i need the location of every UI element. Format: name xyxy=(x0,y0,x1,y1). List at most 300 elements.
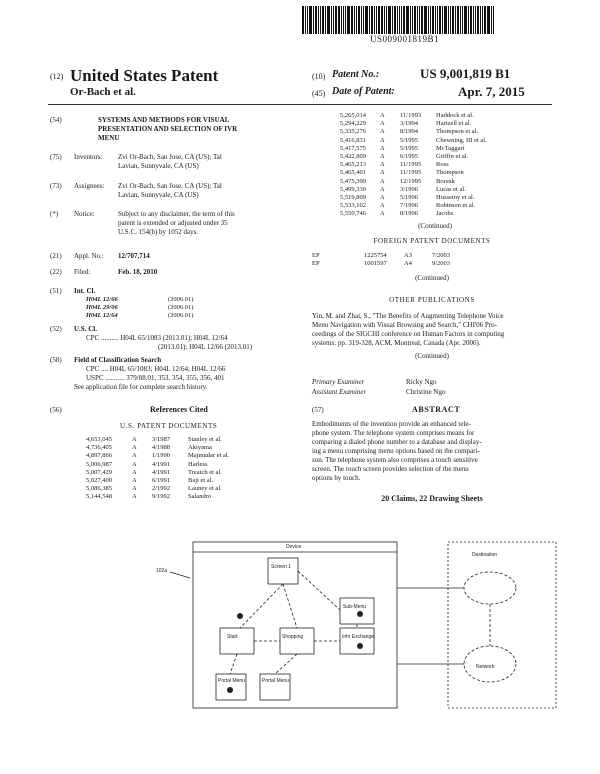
us-doc-no: 5,499,330 xyxy=(340,185,366,193)
intcl-row xyxy=(86,296,193,304)
barcode-bar xyxy=(428,6,429,34)
us-doc-name: Baji et al. xyxy=(188,477,214,485)
us-doc-no: 5,006,987 xyxy=(86,460,112,468)
barcode-bar xyxy=(313,6,314,34)
left-ref-label: 102a xyxy=(156,568,168,574)
notice-line: patent is extended or adjusted under 35 xyxy=(118,219,228,227)
us-doc-row xyxy=(86,493,258,501)
barcode-bar xyxy=(406,6,409,34)
barcode-bar xyxy=(394,6,396,34)
barcode-bar xyxy=(325,6,326,34)
barcode-bar xyxy=(369,6,370,34)
abstract-line: phone system. The telephone system comprises means for xyxy=(312,429,475,437)
inventors-code: (75) xyxy=(50,153,62,161)
continued-label: (Continued) xyxy=(418,222,452,230)
cloud-top xyxy=(464,572,516,604)
barcode-bar xyxy=(430,6,431,34)
us-doc-date: 11/1995 xyxy=(400,169,422,177)
us-doc-no: 5,007,429 xyxy=(86,468,112,476)
other-pubs-line: Yin, M. and Zhai, S., "The Benefits of Augmenting Telephone Voice xyxy=(312,312,504,320)
barcode-bar xyxy=(437,6,438,34)
box-label-mid-right: Info Exchange xyxy=(342,634,374,640)
barcode-bar xyxy=(333,6,334,34)
intcl-date: (2006.01) xyxy=(168,312,194,320)
barcode-bar xyxy=(386,6,387,34)
us-doc-name: Harless xyxy=(188,460,208,468)
patent-no: US 9,001,819 B1 xyxy=(420,66,511,81)
us-doc-name: McTaggart xyxy=(436,144,465,152)
submenu-box xyxy=(340,598,374,624)
us-doc-no: 5,533,102 xyxy=(340,202,366,210)
barcode-bar xyxy=(309,6,312,34)
us-doc-no: 5,265,014 xyxy=(340,112,366,119)
assignee-line: Zvi Or-Bach, San Jose, CA (US); Tal xyxy=(118,182,222,190)
barcode-bar xyxy=(460,6,461,34)
us-doc-kind: A xyxy=(380,210,385,218)
us-doc-row xyxy=(340,145,526,153)
us-doc-kind: A xyxy=(380,120,385,128)
us-doc-date: 6/1995 xyxy=(400,153,419,161)
intcl-label: Int. Cl. xyxy=(74,287,96,295)
us-doc-no: 5,086,385 xyxy=(86,485,112,493)
barcode-bar xyxy=(417,6,418,34)
barcode-bar xyxy=(435,6,436,34)
intcl-class: H04L 12/64 xyxy=(86,312,118,320)
abstract-code: (57) xyxy=(312,406,324,414)
us-doc-no: 5,465,213 xyxy=(340,161,366,169)
barcode-bar xyxy=(399,6,400,34)
other-pubs-line: Menu Navigation with Visual Browsing and Search," CHI'06 Pro- xyxy=(312,321,497,329)
barcode-bar xyxy=(347,6,350,34)
us-doc-row xyxy=(86,436,258,444)
appl-label: Appl. No.: xyxy=(74,252,104,260)
field-line: USPC ........... 379/88.01, 353, 354, 355, 356, 401 xyxy=(86,374,225,382)
notice-code: (*) xyxy=(50,210,59,218)
barcode-bar xyxy=(421,6,423,34)
barcode-bar xyxy=(475,6,476,34)
barcode-bar xyxy=(305,6,306,34)
us-doc-no: 5,335,276 xyxy=(340,128,366,136)
field-code: (58) xyxy=(50,356,62,364)
barcode-bar xyxy=(455,6,456,34)
us-doc-name: Griffin et al. xyxy=(436,153,469,161)
assignee-line: Lavian, Sunnyvale, CA (US) xyxy=(118,191,199,199)
us-doc-date: 7/1996 xyxy=(400,202,419,210)
us-doc-row xyxy=(340,178,526,186)
patent-no-code: (10) xyxy=(312,72,326,81)
barcode-bar xyxy=(452,6,454,34)
barcode-bar xyxy=(388,6,391,34)
us-doc-date: 12/1995 xyxy=(400,177,422,185)
us-docs-label: U.S. PATENT DOCUMENTS xyxy=(120,422,218,430)
us-doc-date: 9/1992 xyxy=(152,493,171,501)
abstract-line: ing a menu comprising menu options based on the compari- xyxy=(312,447,480,455)
primary-examiner-name: Ricky Ngo xyxy=(406,378,437,386)
other-pubs-line: ceedings of the SIGCHI conference on Human Factors in computing xyxy=(312,330,505,338)
us-doc-date: 1/1990 xyxy=(152,452,171,460)
barcode-bar xyxy=(484,6,486,34)
other-pubs-line: systems: pp. 319-328, ACM, Montreal, Canada (Apr. 2006). xyxy=(312,339,481,347)
us-doc-row xyxy=(340,186,526,194)
invention-title-line: MENU xyxy=(98,134,120,142)
other-pubs-label: OTHER PUBLICATIONS xyxy=(389,296,475,304)
more-us-docs-table xyxy=(340,112,526,219)
us-doc-row xyxy=(86,485,258,493)
field-line: CPC .... H04L 65/1083; H04L 12/64; H04L 12/66 xyxy=(86,365,226,373)
us-doc-date: 5/1995 xyxy=(400,136,419,144)
us-doc-kind: A xyxy=(380,194,385,202)
us-doc-row xyxy=(340,194,526,202)
barcode-bar xyxy=(307,6,308,34)
us-docs-table xyxy=(86,436,258,502)
intcl-row xyxy=(86,312,193,320)
primary-examiner-label: Primary Examiner xyxy=(312,378,365,386)
barcode-bar xyxy=(448,6,449,34)
barcode-bar xyxy=(450,6,451,34)
barcode-bar xyxy=(356,6,357,34)
barcode xyxy=(302,6,522,34)
us-doc-date: 8/1996 xyxy=(400,210,419,218)
us-doc-date: 4/1991 xyxy=(152,460,171,468)
barcode-bar xyxy=(468,6,469,34)
filed-code: (22) xyxy=(50,268,62,276)
barcode-bar xyxy=(401,6,402,34)
us-doc-kind: A xyxy=(132,436,137,443)
us-doc-name: Majmudar et al. xyxy=(188,452,230,460)
figure-drawing xyxy=(130,528,570,712)
patent-no-label: Patent No.: xyxy=(332,69,380,80)
us-doc-kind: A xyxy=(380,128,385,136)
us-doc-row xyxy=(340,128,526,136)
barcode-bar xyxy=(473,6,474,34)
barcode-bar xyxy=(318,6,319,34)
invention-title xyxy=(98,116,237,143)
box-label-bottom-right: Portal Menu xyxy=(262,678,289,684)
filed-label: Filed: xyxy=(74,268,91,276)
us-doc-no: 5,294,229 xyxy=(340,120,366,128)
barcode-bar xyxy=(371,6,373,34)
us-doc-no: 4,653,045 xyxy=(86,436,112,443)
us-doc-name: Akiyama xyxy=(188,444,212,452)
other-pubs-block xyxy=(312,312,552,348)
barcode-bar xyxy=(343,6,344,34)
us-doc-name: Thompson et al. xyxy=(436,128,479,136)
invention-title-line: SYSTEMS AND METHODS FOR VISUAL xyxy=(98,116,230,124)
assignee-code: (73) xyxy=(50,182,62,190)
barcode-bar xyxy=(444,6,447,34)
foreign-docs-label: FOREIGN PATENT DOCUMENTS xyxy=(373,237,491,245)
patent-date: Apr. 7, 2015 xyxy=(458,84,525,99)
barcode-bar xyxy=(491,6,492,34)
barcode-bar xyxy=(374,6,375,34)
us-doc-name: Salandro xyxy=(188,493,212,501)
continued-label: (Continued) xyxy=(415,274,449,282)
barcode-bar xyxy=(363,6,364,34)
foreign-kind: A4 xyxy=(404,260,412,268)
barcode-bar xyxy=(320,6,321,34)
start-box xyxy=(220,628,254,654)
us-doc-name: Hartzell et al. xyxy=(436,120,472,128)
uscl-label: U.S. Cl. xyxy=(74,325,97,333)
us-doc-kind: A xyxy=(132,468,137,476)
foreign-number: 1225754 xyxy=(364,252,387,259)
invention-title-line: PRESENTATION AND SELECTION OF IVR xyxy=(98,125,238,133)
uscl-line: (2013.01); H04L 12/66 (2013.01) xyxy=(158,343,253,351)
us-doc-row xyxy=(340,202,526,210)
refs-label: References Cited xyxy=(150,405,208,414)
abstract-line: Embodiments of the invention provide an enhanced tele- xyxy=(312,420,471,428)
us-doc-row xyxy=(340,112,526,120)
us-doc-kind: A xyxy=(380,169,385,177)
us-doc-no: 5,550,746 xyxy=(340,210,366,218)
us-doc-kind: A xyxy=(380,112,385,119)
us-doc-no: 5,519,809 xyxy=(340,194,366,202)
barcode-bar xyxy=(470,6,472,34)
barcode-bar xyxy=(482,6,483,34)
barcode-bar xyxy=(327,6,330,34)
box-label-mid-center: Shopping xyxy=(282,634,304,640)
country-code: (12) xyxy=(50,72,64,81)
us-doc-no: 5,465,401 xyxy=(340,169,366,177)
us-doc-name: Treatch et al. xyxy=(188,468,222,476)
barcode-bar xyxy=(432,6,434,34)
barcode-bar xyxy=(477,6,479,34)
foreign-country: EP xyxy=(312,260,320,268)
us-doc-kind: A xyxy=(380,144,385,152)
box-label-mid-left: Start xyxy=(227,634,238,640)
barcode-bar xyxy=(335,6,337,34)
us-doc-row xyxy=(86,469,258,477)
us-doc-date: 8/1994 xyxy=(400,128,419,136)
refs-code: (56) xyxy=(50,406,62,414)
shopping-box xyxy=(280,628,314,654)
date-code: (45) xyxy=(312,89,326,98)
intcl-class: H04L 29/06 xyxy=(86,304,118,312)
publication-number: US009001819B1 xyxy=(370,34,440,44)
us-doc-date: 11/1995 xyxy=(400,161,422,169)
barcode-bar xyxy=(376,6,377,34)
barcode-bar xyxy=(424,6,427,34)
field-block xyxy=(74,365,226,392)
box-label-bottom-left: Portal Menu xyxy=(218,678,245,684)
barcode-bar xyxy=(457,6,459,34)
us-doc-name: Stanley et al. xyxy=(188,436,222,443)
us-doc-name: Jacobs xyxy=(436,210,454,218)
us-doc-date: 4/1988 xyxy=(152,444,171,452)
us-doc-kind: A xyxy=(380,202,385,210)
representative-figure xyxy=(130,528,570,712)
us-doc-kind: A xyxy=(380,161,385,169)
us-doc-no: 5,475,399 xyxy=(340,177,366,185)
continued-label: (Continued) xyxy=(415,352,449,360)
abstract-block xyxy=(312,420,552,483)
notice-line: Subject to any disclaimer, the term of this xyxy=(118,210,235,218)
inventors-label: Inventors: xyxy=(74,153,103,161)
barcode-bar xyxy=(365,6,368,34)
us-doc-no: 5,027,400 xyxy=(86,477,112,485)
us-doc-date: 11/1993 xyxy=(400,112,422,119)
barcode-bar xyxy=(322,6,324,34)
device-label: Device xyxy=(286,544,302,550)
right-panel xyxy=(448,542,556,708)
us-doc-name: Haddock et al. xyxy=(436,112,474,119)
barcode-bar xyxy=(414,6,416,34)
barcode-bar xyxy=(412,6,413,34)
us-doc-date: 6/1991 xyxy=(152,477,171,485)
barcode-bar xyxy=(354,6,355,34)
barcode-bar xyxy=(351,6,353,34)
box-label-right: Sub-Menu xyxy=(343,604,367,610)
box-label-top: Screen 1 xyxy=(271,564,292,570)
info-box xyxy=(340,628,374,654)
barcode-bar xyxy=(493,6,494,34)
field-line: See application file for complete search history. xyxy=(74,383,208,391)
barcode-bar xyxy=(410,6,411,34)
intcl-code: (51) xyxy=(50,287,62,295)
us-doc-row xyxy=(340,137,526,145)
us-doc-no: 5,417,575 xyxy=(340,144,366,152)
intcl-date: (2006.01) xyxy=(168,296,194,303)
barcode-bar xyxy=(462,6,463,34)
assistant-examiner-name: Christine Ngo xyxy=(406,388,446,396)
barcode-bar xyxy=(487,6,490,34)
us-doc-name: Husseiny et al. xyxy=(436,194,475,202)
us-doc-name: Launey et al. xyxy=(188,485,222,493)
abstract-line: options by touch. xyxy=(312,474,361,482)
barcode-bar xyxy=(419,6,420,34)
us-doc-row xyxy=(340,161,526,169)
us-doc-no: 4,897,866 xyxy=(86,452,112,460)
foreign-docs-table xyxy=(312,252,450,268)
screen-top-box xyxy=(268,558,298,584)
barcode-bar xyxy=(464,6,467,34)
us-doc-kind: A xyxy=(132,444,137,452)
us-doc-row xyxy=(340,210,526,218)
barcode-bar xyxy=(338,6,340,34)
foreign-date: 7/2003 xyxy=(432,252,451,259)
appl-code: (21) xyxy=(50,252,62,260)
barcode-bar xyxy=(361,6,362,34)
us-doc-name: Borsuk xyxy=(436,177,455,185)
appl-number: 12/707,714 xyxy=(118,252,150,260)
claims-line: 20 Claims, 22 Drawing Sheets xyxy=(381,494,483,503)
us-doc-row xyxy=(86,452,258,460)
barcode-bar xyxy=(480,6,481,34)
us-doc-name: Ross xyxy=(436,161,449,169)
us-doc-no: 5,416,831 xyxy=(340,136,366,144)
us-doc-kind: A xyxy=(132,452,137,460)
foreign-number: 1001597 xyxy=(364,260,387,268)
us-doc-no: 5,422,809 xyxy=(340,153,366,161)
title-code: (54) xyxy=(50,116,62,124)
us-doc-kind: A xyxy=(132,477,137,485)
barcode-bar xyxy=(439,6,441,34)
uscl-line: CPC .......... H04L 65/1083 (2013.01); H04L 12/64 xyxy=(86,334,228,342)
barcode-bar xyxy=(397,6,398,34)
us-doc-date: 5/1995 xyxy=(400,144,419,152)
intcl-class: H04L 12/66 xyxy=(86,296,118,303)
us-doc-date: 3/1987 xyxy=(152,436,171,443)
assignee-label: Assignees: xyxy=(74,182,105,190)
intcl-table xyxy=(86,296,193,321)
us-doc-date: 3/1994 xyxy=(400,120,419,128)
foreign-doc-row xyxy=(312,260,450,268)
abstract-line: comparing a dialed phone number to a database and display- xyxy=(312,438,482,446)
date-label: Date of Patent: xyxy=(332,86,395,97)
barcode-bar xyxy=(358,6,360,34)
barcode-bar xyxy=(403,6,405,34)
us-doc-date: 4/1991 xyxy=(152,468,171,476)
us-doc-name: Robinson et al. xyxy=(436,202,476,210)
notice-block xyxy=(118,210,235,237)
us-doc-date: 3/1996 xyxy=(400,185,419,193)
network-label: Network xyxy=(476,664,495,670)
filed-date: Feb. 18, 2010 xyxy=(118,268,158,276)
intcl-row xyxy=(86,304,193,312)
us-doc-date: 5/1996 xyxy=(400,194,419,202)
right-panel-title: Destination xyxy=(472,552,498,558)
barcode-bar xyxy=(331,6,332,34)
barcode-bar xyxy=(345,6,346,34)
us-doc-name: Chewning, III et al. xyxy=(436,136,487,144)
barcode-bar xyxy=(442,6,443,34)
header-rule xyxy=(48,104,552,105)
us-doc-kind: A xyxy=(380,185,385,193)
us-doc-row xyxy=(340,120,526,128)
assignee-block xyxy=(118,182,222,200)
abstract-label: ABSTRACT xyxy=(412,405,461,414)
us-doc-kind: A xyxy=(132,485,137,493)
us-doc-kind: A xyxy=(132,460,137,468)
us-doc-kind: A xyxy=(380,136,385,144)
barcode-bar xyxy=(392,6,393,34)
abstract-line: son. The telephone system also comprises a touch sensitive xyxy=(312,456,478,464)
barcode-bar xyxy=(315,6,317,34)
us-doc-row xyxy=(340,153,526,161)
foreign-date: 9/2003 xyxy=(432,260,451,268)
intcl-date: (2006.01) xyxy=(168,304,194,312)
abstract-line: screen. The touch screen provides selection of the menu xyxy=(312,465,469,473)
us-doc-row xyxy=(86,461,258,469)
us-doc-name: Lucas et al. xyxy=(436,185,466,193)
notice-label: Notice: xyxy=(74,210,95,218)
us-doc-kind: A xyxy=(380,177,385,185)
us-doc-row xyxy=(86,477,258,485)
us-doc-name: Thompson xyxy=(436,169,464,177)
us-doc-no: 5,144,548 xyxy=(86,493,112,501)
barcode-bar xyxy=(302,6,304,34)
inventors-line: Lavian, Sunnyvale, CA (US) xyxy=(118,162,199,170)
notice-line: U.S.C. 154(b) by 1052 days. xyxy=(118,228,199,236)
us-doc-row xyxy=(86,444,258,452)
us-doc-row xyxy=(340,169,526,177)
uscl-block xyxy=(86,334,252,352)
foreign-kind: A3 xyxy=(404,252,412,259)
barcode-bar xyxy=(378,6,380,34)
us-doc-no: 4,736,405 xyxy=(86,444,112,452)
us-doc-kind: A xyxy=(380,153,385,161)
barcode-bar xyxy=(381,6,383,34)
us-doc-date: 2/1992 xyxy=(152,485,171,493)
foreign-country: EP xyxy=(312,252,320,259)
us-doc-kind: A xyxy=(132,493,137,501)
inventors-line: Zvi Or-Bach, San Jose, CA (US); Tal xyxy=(118,153,222,161)
barcode-bar xyxy=(341,6,342,34)
uscl-code: (52) xyxy=(50,325,62,333)
foreign-doc-row xyxy=(312,252,450,260)
inventor-short: Or-Bach et al. xyxy=(70,86,136,98)
patent-title: United States Patent xyxy=(70,66,219,85)
